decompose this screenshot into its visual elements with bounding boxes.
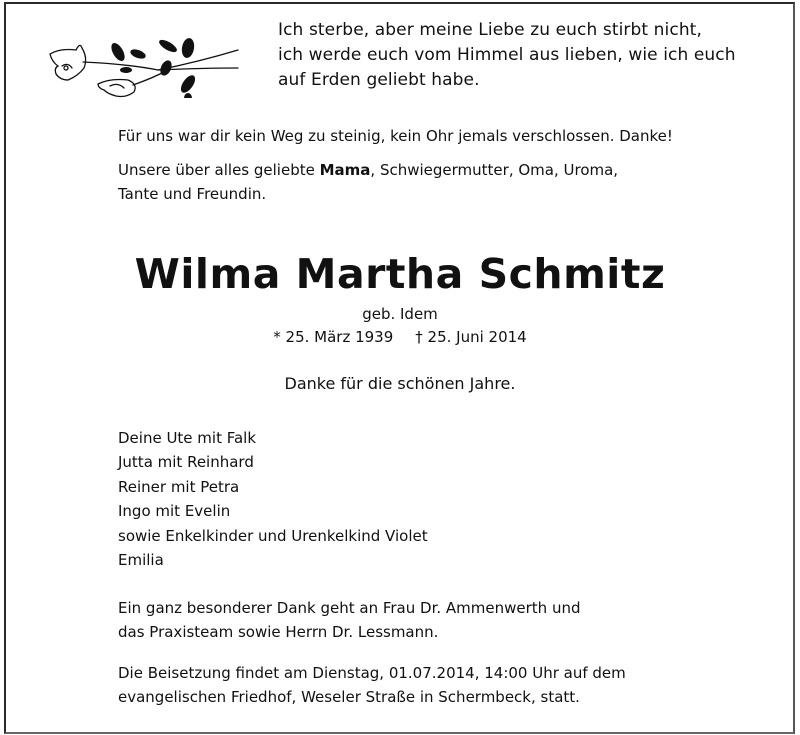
special-thanks-line: Ein ganz besonderer Dank geht an Frau Dr. Ammenwerth und xyxy=(118,599,581,617)
special-thanks-line: das Praxisteam sowie Herrn Dr. Lessmann. xyxy=(118,623,439,641)
quote-line: auf Erden geliebt habe. xyxy=(278,70,480,90)
family-member: sowie Enkelkinder und Urenkelkind Violet xyxy=(118,526,428,545)
burial-info xyxy=(118,661,626,709)
burial-line: Die Beisetzung findet am Dienstag, 01.07.2014, 14:00 Uhr auf dem xyxy=(118,664,626,682)
deceased-name: Wilma Martha Schmitz xyxy=(134,250,666,298)
maiden-name: geb. Idem xyxy=(362,305,438,323)
burial-line: evangelischen Friedhof, Weseler Straße in Schermbeck, statt. xyxy=(118,688,580,706)
dedication-text: , Schwiegermutter, Oma, Uroma, xyxy=(370,161,619,179)
family-list xyxy=(118,426,428,572)
life-dates xyxy=(0,327,800,347)
thanks-line: Danke für die schönen Jahre. xyxy=(284,374,516,393)
quote-line: ich werde euch vom Himmel aus lieben, wie ich euch xyxy=(278,45,736,65)
quote-line: Ich sterbe, aber meine Liebe zu euch stirbt nicht, xyxy=(278,20,702,40)
family-member: Emilia xyxy=(118,551,164,570)
family-member: Ingo mit Evelin xyxy=(118,502,231,521)
birth-date: * 25. März 1939 xyxy=(273,328,394,346)
intro-dedication xyxy=(118,158,618,206)
dedication-text: Unsere über alles geliebte xyxy=(118,161,320,179)
family-member: Deine Ute mit Falk xyxy=(118,429,257,447)
rose-drawing-icon xyxy=(38,18,248,98)
dedication-text: Tante und Freundin. xyxy=(118,185,267,203)
intro-line: Für uns war dir kein Weg zu steinig, kein Ohr jemals verschlossen. Danke! xyxy=(118,127,673,145)
special-thanks xyxy=(118,596,580,644)
dedication-bold-mama: Mama xyxy=(319,161,371,179)
memorial-quote xyxy=(278,18,736,93)
family-member: Reiner mit Petra xyxy=(118,477,240,496)
death-date: † 25. Juni 2014 xyxy=(415,328,527,346)
family-member: Jutta mit Reinhard xyxy=(118,453,254,472)
